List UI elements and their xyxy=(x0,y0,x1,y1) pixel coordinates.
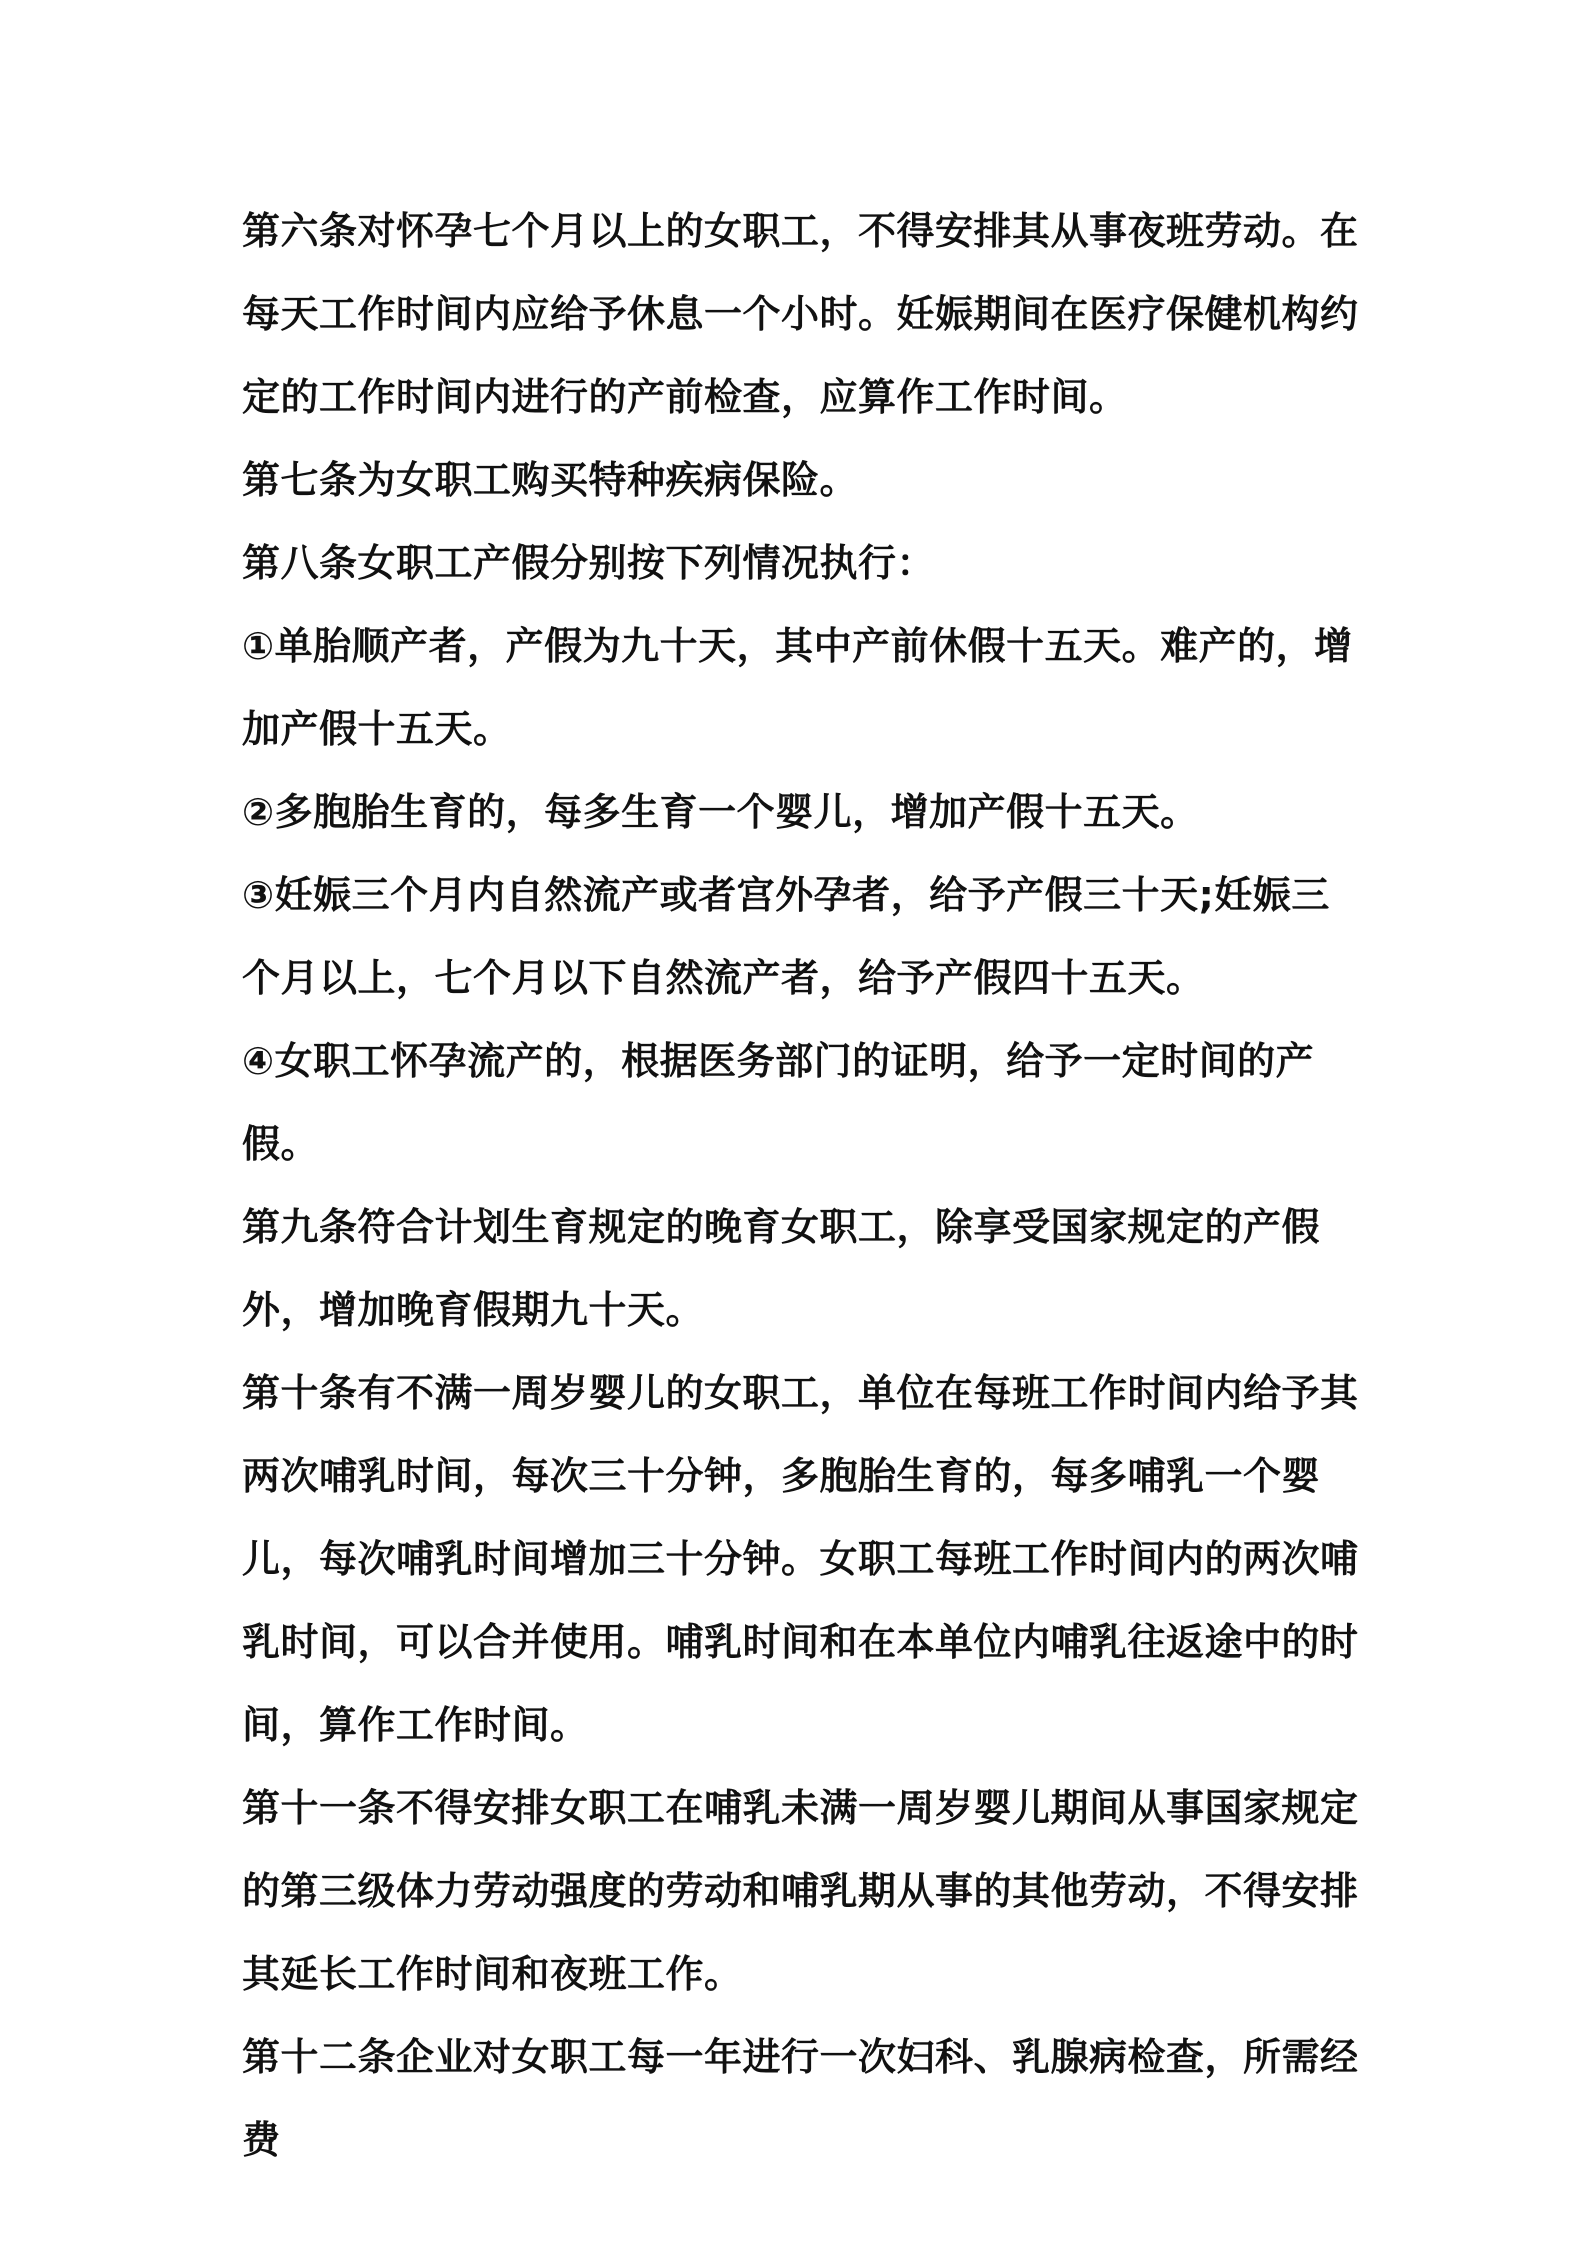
article-11: 第十一条不得安排女职工在哺乳未满一周岁婴儿期间从事国家规定的第三级体力劳动强度的劳动和哺乳期从事的其他劳动，不得安排其延长工作时间和夜班工作。 xyxy=(242,1786,1359,1996)
article-8-item-4: ④女职工怀孕流产的，根据医务部门的证明，给予一定时间的产假。 xyxy=(242,1039,1315,1166)
article-8: 第八条女职工产假分别按下列情况执行： xyxy=(242,541,936,585)
article-9: 第九条符合计划生育规定的晚育女职工，除享受国家规定的产假外，增加晚育假期九十天。 xyxy=(242,1205,1321,1332)
article-12: 第十二条企业对女职工每一年进行一次妇科、乳腺病检查，所需经费 xyxy=(242,2035,1359,2162)
article-10: 第十条有不满一周岁婴儿的女职工，单位在每班工作时间内给予其两次哺乳时间，每次三十分钟，多胞胎生育的，每多哺乳一个婴儿，每次哺乳时间增加三十分钟。女职工每班工作时间内的两次哺乳时间，可以合并使用。哺乳时间和在本单位内哺乳往返途中的时间，算作工作时间。 xyxy=(242,1371,1359,1747)
article-8-item-3: ③妊娠三个月内自然流产或者宫外孕者，给予产假三十天;妊娠三个月以上，七个月以下自然流产者，给予产假四十五天。 xyxy=(242,873,1330,1000)
article-8-item-2: ②多胞胎生育的，每多生育一个婴儿，增加产假十五天。 xyxy=(242,790,1199,834)
document-body xyxy=(242,190,1362,2182)
article-7: 第七条为女职工购买特种疾病保险。 xyxy=(242,458,859,502)
article-6: 第六条对怀孕七个月以上的女职工，不得安排其从事夜班劳动。在每天工作时间内应给予休息一个小时。妊娠期间在医疗保健机构约定的工作时间内进行的产前检查，应算作工作时间。 xyxy=(242,209,1359,419)
article-8-item-1: ①单胎顺产者，产假为九十天，其中产前休假十五天。难产的，增加产假十五天。 xyxy=(242,624,1353,751)
